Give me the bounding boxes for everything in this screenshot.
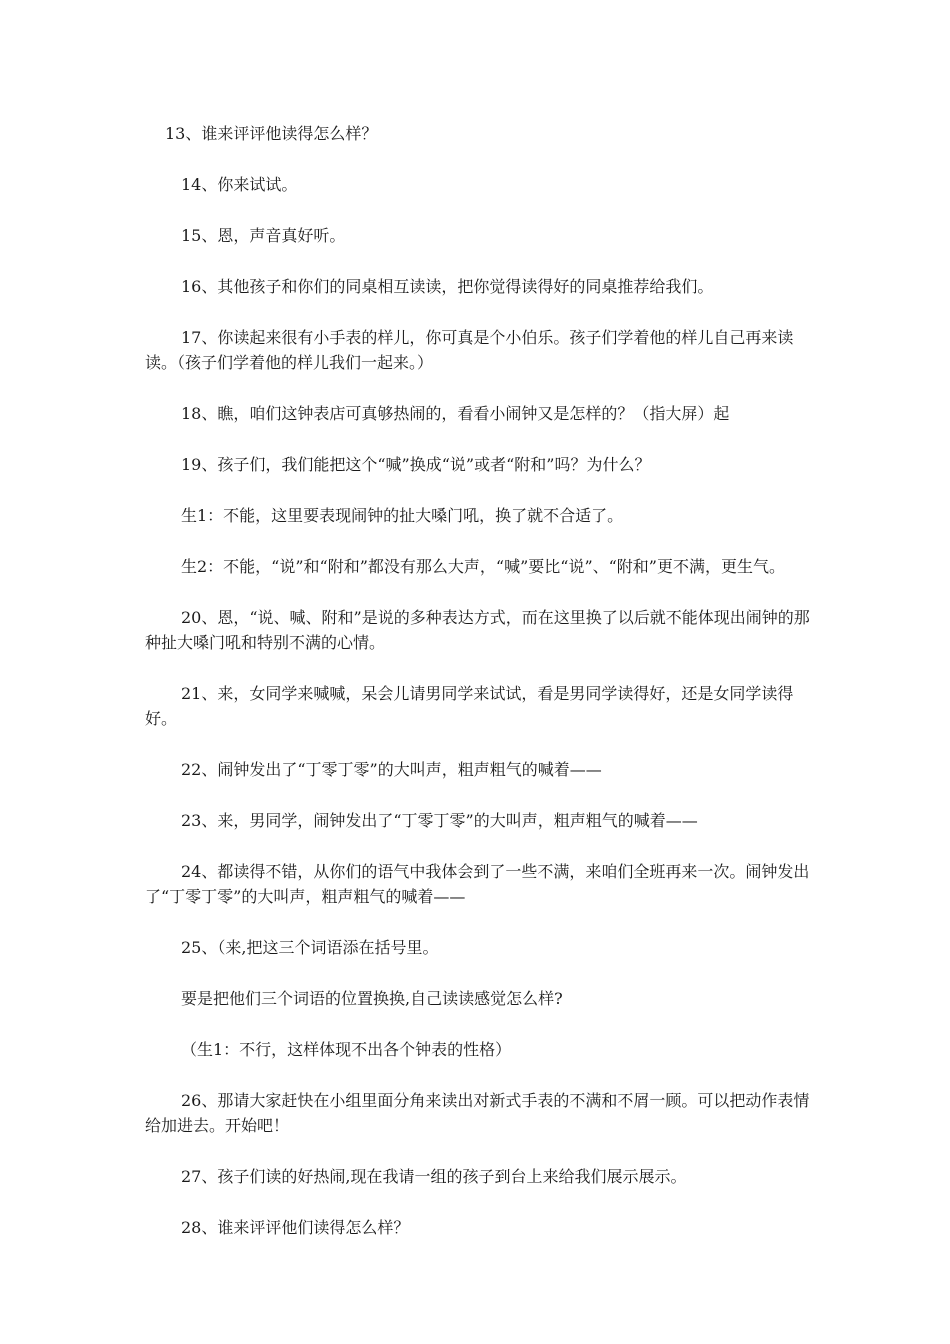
- student-1-answer: 生1：不能，这里要表现闹钟的扯大嗓门吼，换了就不合适了。: [181, 506, 624, 525]
- paragraph-13: 13、谁来评评他读得怎么样？: [165, 124, 378, 143]
- paragraph-25: 25、（来,把这三个词语添在括号里。: [181, 938, 439, 957]
- paragraph-23: 23、来，男同学，闹钟发出了“丁零丁零”的大叫声，粗声粗气的喊着——: [181, 811, 698, 830]
- paragraph-14: 14、你来试试。: [181, 175, 298, 194]
- paragraph-19: 19、孩子们，我们能把这个“喊”换成“说”或者“附和”吗？为什么？: [181, 455, 651, 474]
- paragraph-16: 16、其他孩子和你们的同桌相互读读，把你觉得读得好的同桌推荐给我们。: [181, 277, 714, 296]
- paragraph-21: 21、来，女同学来喊喊，呆会儿请男同学来试试，看是男同学读得好，还是女同学读得好。: [145, 684, 794, 728]
- paragraph-25-followup: 要是把他们三个词语的位置换换,自己读读感觉怎么样?: [181, 989, 563, 1008]
- paragraph-18: 18、瞧，咱们这钟表店可真够热闹的，看看小闹钟又是怎样的？（指大屏）起: [181, 404, 730, 423]
- paragraph-27: 27、孩子们读的好热闹,现在我请一组的孩子到台上来给我们展示展示。: [181, 1167, 687, 1186]
- paragraph-20: 20、恩，“说、喊、附和”是说的多种表达方式，而在这里换了以后就不能体现出闹钟的那种扯大嗓门吼和特别不满的心情。: [145, 608, 810, 652]
- paragraph-25-student-answer: （生1：不行，这样体现不出各个钟表的性格）: [181, 1040, 512, 1059]
- paragraph-28: 28、谁来评评他们读得怎么样？: [181, 1218, 410, 1237]
- paragraph-22: 22、闹钟发出了“丁零丁零”的大叫声，粗声粗气的喊着——: [181, 760, 602, 779]
- paragraph-15: 15、恩，声音真好听。: [181, 226, 346, 245]
- paragraph-24: 24、都读得不错，从你们的语气中我体会到了一些不满，来咱们全班再来一次。闹钟发出了“丁零丁零”的大叫声，粗声粗气的喊着——: [145, 862, 810, 906]
- paragraph-26: 26、那请大家赶快在小组里面分角来读出对新式手表的不满和不屑一顾。可以把动作表情给加进去。开始吧！: [145, 1091, 810, 1135]
- student-2-answer: 生2：不能，“说”和“附和”都没有那么大声，“喊”要比“说”、“附和”更不满，更生气。: [181, 557, 785, 576]
- document-body: [145, 121, 810, 1266]
- paragraph-17: 17、你读起来很有小手表的样儿，你可真是个小伯乐。孩子们学着他的样儿自己再来读读。（孩子们学着他的样儿我们一起来。）: [145, 328, 794, 372]
